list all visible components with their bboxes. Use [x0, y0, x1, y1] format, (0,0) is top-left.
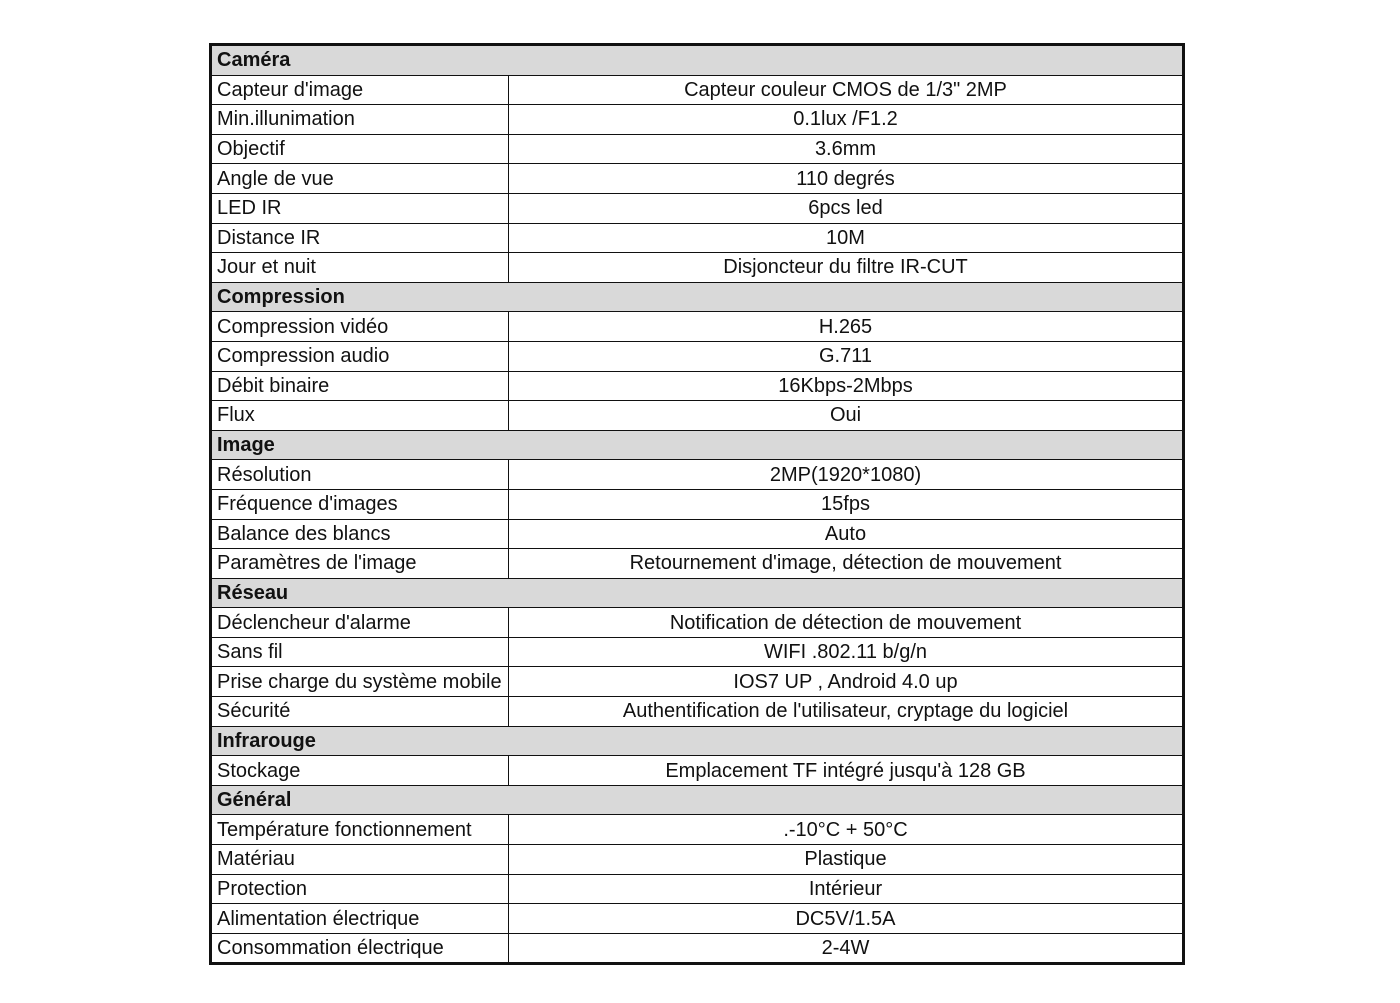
spec-label: Déclencheur d'alarme: [211, 608, 509, 638]
section-header-row: [211, 430, 1184, 460]
section-title: Réseau: [211, 578, 1184, 608]
spec-row: [211, 608, 1184, 638]
spec-row: [211, 904, 1184, 934]
spec-row: [211, 815, 1184, 845]
section-title: Image: [211, 430, 1184, 460]
spec-label: Capteur d'image: [211, 75, 509, 105]
spec-label: Débit binaire: [211, 371, 509, 401]
spec-value: WIFI .802.11 b/g/n: [509, 637, 1184, 667]
spec-label: Consommation électrique: [211, 933, 509, 964]
spec-row: [211, 341, 1184, 371]
spec-value: Intérieur: [509, 874, 1184, 904]
spec-value: H.265: [509, 312, 1184, 342]
spec-row: [211, 460, 1184, 490]
spec-row: [211, 371, 1184, 401]
spec-value: 10M: [509, 223, 1184, 253]
spec-label: LED IR: [211, 193, 509, 223]
spec-value: Plastique: [509, 845, 1184, 875]
spec-label: Jour et nuit: [211, 253, 509, 283]
spec-value: 3.6mm: [509, 134, 1184, 164]
spec-label: Température fonctionnement: [211, 815, 509, 845]
spec-value: Retournement d'image, détection de mouvement: [509, 549, 1184, 579]
spec-row: [211, 489, 1184, 519]
spec-label: Paramètres de l'image: [211, 549, 509, 579]
spec-label: Balance des blancs: [211, 519, 509, 549]
spec-label: Fréquence d'images: [211, 489, 509, 519]
spec-row: [211, 401, 1184, 431]
spec-value: Auto: [509, 519, 1184, 549]
section-title: Général: [211, 785, 1184, 815]
spec-label: Stockage: [211, 756, 509, 786]
section-header-row: [211, 578, 1184, 608]
spec-row: [211, 549, 1184, 579]
spec-label: Matériau: [211, 845, 509, 875]
spec-label: Résolution: [211, 460, 509, 490]
spec-value: 2MP(1920*1080): [509, 460, 1184, 490]
spec-row: [211, 223, 1184, 253]
spec-row: [211, 193, 1184, 223]
spec-value: Authentification de l'utilisateur, cryptage du logiciel: [509, 697, 1184, 727]
spec-value: Oui: [509, 401, 1184, 431]
spec-label: Objectif: [211, 134, 509, 164]
spec-row: [211, 637, 1184, 667]
spec-row: [211, 697, 1184, 727]
section-header-row: [211, 282, 1184, 312]
spec-row: [211, 519, 1184, 549]
section-title: Caméra: [211, 45, 1184, 76]
spec-label: Sécurité: [211, 697, 509, 727]
section-header-row: [211, 726, 1184, 756]
spec-value: 16Kbps-2Mbps: [509, 371, 1184, 401]
spec-value: Emplacement TF intégré jusqu'à 128 GB: [509, 756, 1184, 786]
section-title: Compression: [211, 282, 1184, 312]
spec-row: [211, 933, 1184, 964]
spec-label: Alimentation électrique: [211, 904, 509, 934]
spec-value: IOS7 UP , Android 4.0 up: [509, 667, 1184, 697]
spec-label: Angle de vue: [211, 164, 509, 194]
spec-value: .-10°C + 50°C: [509, 815, 1184, 845]
specification-table-body: [211, 45, 1184, 964]
spec-row: [211, 253, 1184, 283]
specification-table: [209, 43, 1185, 965]
spec-label: Prise charge du système mobile: [211, 667, 509, 697]
spec-value: Notification de détection de mouvement: [509, 608, 1184, 638]
section-header-row: [211, 45, 1184, 76]
spec-label: Distance IR: [211, 223, 509, 253]
section-header-row: [211, 785, 1184, 815]
spec-row: [211, 75, 1184, 105]
spec-label: Min.illunimation: [211, 105, 509, 135]
spec-value: 110 degrés: [509, 164, 1184, 194]
spec-value: Disjoncteur du filtre IR-CUT: [509, 253, 1184, 283]
spec-row: [211, 874, 1184, 904]
spec-value: DC5V/1.5A: [509, 904, 1184, 934]
spec-label: Sans fil: [211, 637, 509, 667]
spec-row: [211, 164, 1184, 194]
spec-value: 15fps: [509, 489, 1184, 519]
spec-value: 6pcs led: [509, 193, 1184, 223]
spec-value: 2-4W: [509, 933, 1184, 964]
spec-row: [211, 756, 1184, 786]
spec-row: [211, 312, 1184, 342]
spec-row: [211, 845, 1184, 875]
spec-row: [211, 105, 1184, 135]
spec-value: Capteur couleur CMOS de 1/3" 2MP: [509, 75, 1184, 105]
spec-row: [211, 667, 1184, 697]
spec-row: [211, 134, 1184, 164]
spec-value: 0.1lux /F1.2: [509, 105, 1184, 135]
spec-label: Compression vidéo: [211, 312, 509, 342]
spec-label: Protection: [211, 874, 509, 904]
spec-value: G.711: [509, 341, 1184, 371]
spec-label: Flux: [211, 401, 509, 431]
section-title: Infrarouge: [211, 726, 1184, 756]
spec-label: Compression audio: [211, 341, 509, 371]
